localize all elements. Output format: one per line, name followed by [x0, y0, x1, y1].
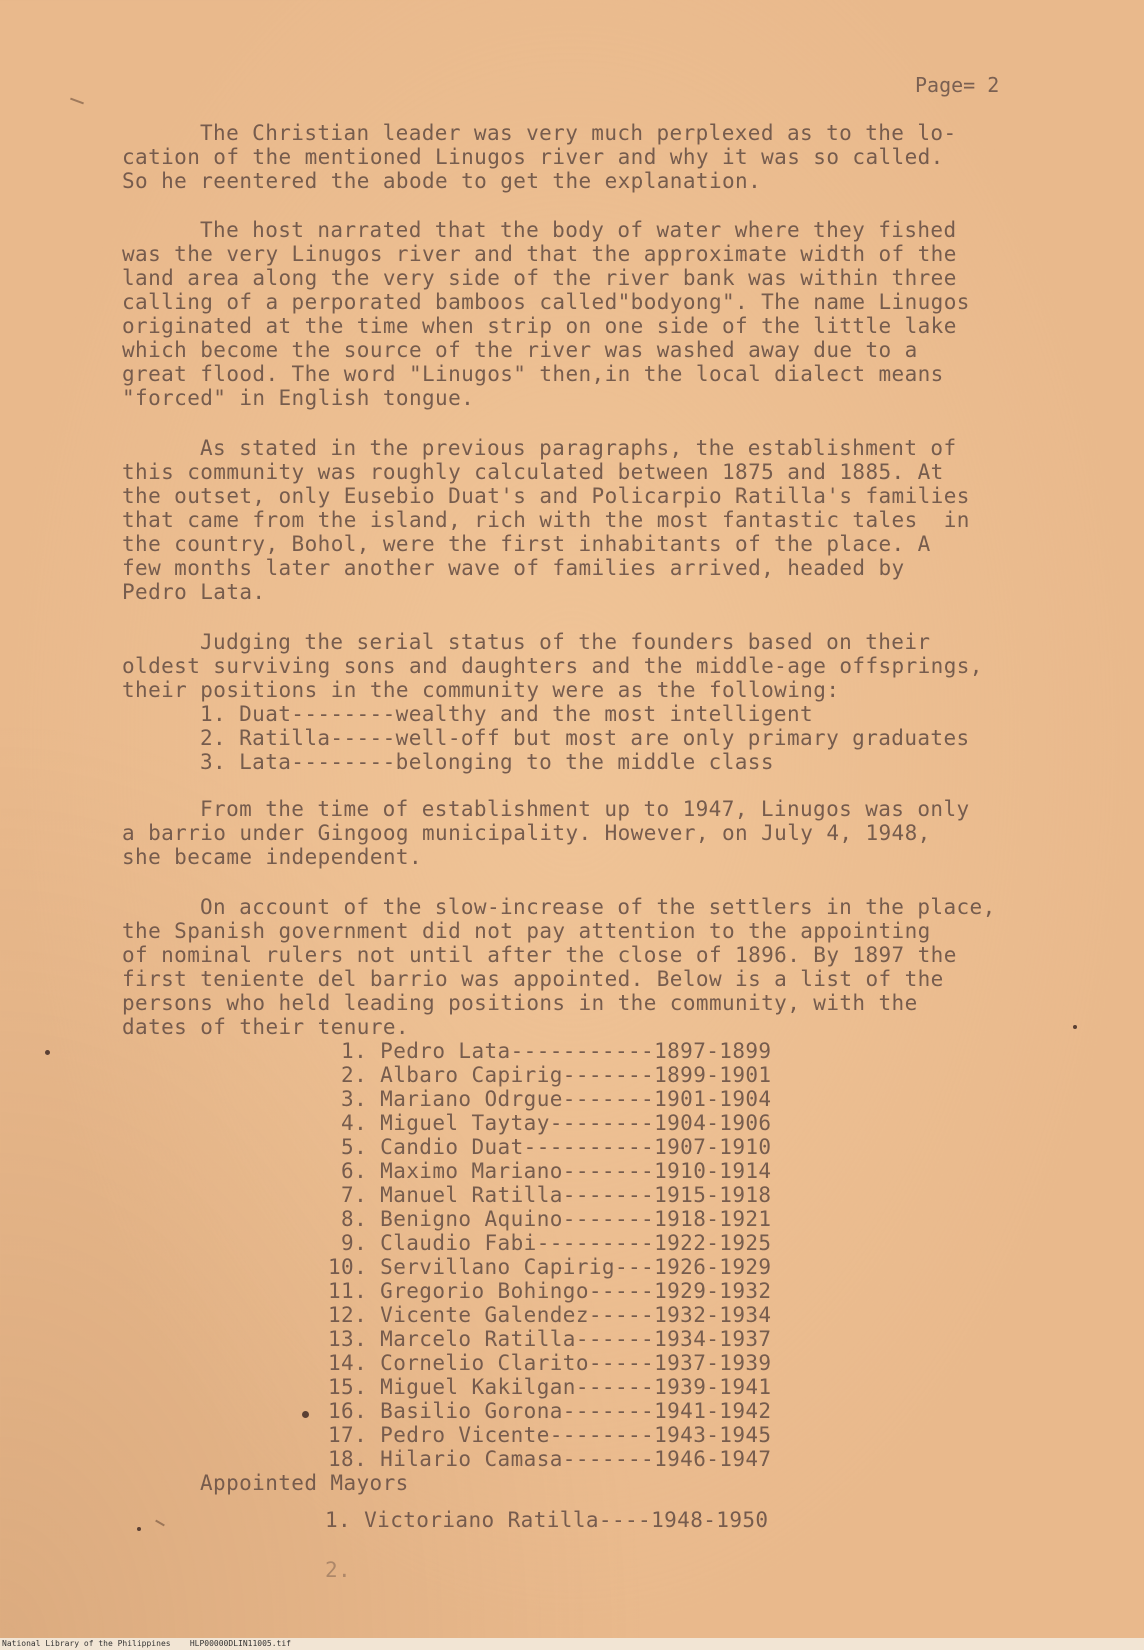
scratch-mark — [70, 98, 84, 105]
text-line: Pedro Lata. — [122, 580, 266, 604]
text-line: the Spanish government did not pay attention to the appointing — [122, 919, 931, 943]
text-line: From the time of establishment up to 1947, Linugos was only — [200, 797, 970, 821]
text-line: was the very Linugos river and that the approximate width of the — [122, 242, 957, 266]
text-line: few months later another wave of families arrived, headed by — [122, 556, 905, 580]
text-line: of nominal rulers not until after the close of 1896. By 1897 the — [122, 943, 957, 967]
tenure-item: 5. Candio Duat----------1907-1910 — [328, 1135, 772, 1159]
text-line: So he reentered the abode to get the explanation. — [122, 169, 762, 193]
text-line: On account of the slow-increase of the settlers in the place, — [200, 895, 996, 919]
text-line: which become the source of the river was washed away due to a — [122, 338, 918, 362]
text-line: calling of a perporated bamboos called"bodyong". The name Linugos — [122, 290, 970, 314]
tenure-item: 8. Benigno Aquino-------1918-1921 — [328, 1207, 772, 1231]
tenure-item: 12. Vicente Galendez-----1932-1934 — [328, 1303, 772, 1327]
text-line: the country, Bohol, were the first inhabitants of the place. A — [122, 532, 931, 556]
mayor-item: 1. Victoriano Ratilla----1948-1950 — [325, 1508, 769, 1532]
founder-item: 2. Ratilla-----well-off but most are only primary graduates — [200, 726, 970, 750]
speck — [137, 1527, 141, 1531]
tenure-item: 10. Servillano Capirig---1926-1929 — [328, 1255, 772, 1279]
text-line: The host narrated that the body of water where they fished — [200, 218, 957, 242]
text-line: The Christian leader was very much perplexed as to the lo- — [200, 121, 957, 145]
tenure-item: 7. Manuel Ratilla-------1915-1918 — [328, 1183, 772, 1207]
tenure-item: 17. Pedro Vicente--------1943-1945 — [328, 1423, 772, 1447]
text-line: the outset, only Eusebio Duat's and Policarpio Ratilla's families — [122, 484, 970, 508]
text-line: "forced" in English tongue. — [122, 386, 475, 410]
tenure-item: 3. Mariano Odrgue-------1901-1904 — [328, 1087, 772, 1111]
tenure-item: 9. Claudio Fabi---------1922-1925 — [328, 1231, 772, 1255]
tenure-item: 1. Pedro Lata-----------1897-1899 — [328, 1039, 772, 1063]
founder-item: 1. Duat--------wealthy and the most intelligent — [200, 702, 814, 726]
tenure-item: 2. Albaro Capirig-------1899-1901 — [328, 1063, 772, 1087]
tenure-item: 14. Cornelio Clarito-----1937-1939 — [328, 1351, 772, 1375]
tenure-item: 13. Marcelo Ratilla------1934-1937 — [328, 1327, 772, 1351]
speck — [302, 1411, 309, 1418]
text-line: that came from the island, rich with the most fantastic tales in — [122, 508, 970, 532]
text-line: originated at the time when strip on one side of the little lake — [122, 314, 957, 338]
text-line: great flood. The word "Linugos" then,in the local dialect means — [122, 362, 944, 386]
text-line: oldest surviving sons and daughters and the middle-age offsprings, — [122, 654, 983, 678]
tenure-item: 16. Basilio Gorona-------1941-1942 — [328, 1399, 772, 1423]
text-line: dates of their tenure. — [122, 1015, 409, 1039]
text-line: a barrio under Gingoog municipality. However, on July 4, 1948, — [122, 821, 931, 845]
mayor-item: 2. — [325, 1558, 365, 1582]
text-line: land area along the very side of the river bank was within three — [122, 266, 957, 290]
tenure-item: 6. Maximo Mariano-------1910-1914 — [328, 1159, 772, 1183]
page-number: Page= 2 — [915, 73, 1000, 97]
speck — [45, 1050, 50, 1055]
tenure-item: 15. Miguel Kakilgan------1939-1941 — [328, 1375, 772, 1399]
text-line: Judging the serial status of the founders based on their — [200, 630, 931, 654]
text-line: persons who held leading positions in the community, with the — [122, 991, 918, 1015]
tenure-item: 11. Gregorio Bohingo-----1929-1932 — [328, 1279, 772, 1303]
speck — [1073, 1025, 1077, 1029]
text-line: first teniente del barrio was appointed. Below is a list of the — [122, 967, 944, 991]
mayors-heading: Appointed Mayors — [200, 1471, 409, 1495]
text-line: cation of the mentioned Linugos river and why it was so called. — [122, 145, 944, 169]
archive-footer: National Library of the Philippines HLP00000DLIN11005.tif — [0, 1638, 1144, 1650]
tenure-item: 4. Miguel Taytay--------1904-1906 — [328, 1111, 772, 1135]
text-line: their positions in the community were as the following: — [122, 678, 840, 702]
founder-item: 3. Lata--------belonging to the middle class — [200, 750, 774, 774]
text-line: this community was roughly calculated between 1875 and 1885. At — [122, 460, 944, 484]
text-line: As stated in the previous paragraphs, the establishment of — [200, 436, 957, 460]
scratch-mark — [155, 1520, 165, 1527]
tenure-item: 18. Hilario Camasa-------1946-1947 — [328, 1447, 772, 1471]
text-line: she became independent. — [122, 845, 422, 869]
